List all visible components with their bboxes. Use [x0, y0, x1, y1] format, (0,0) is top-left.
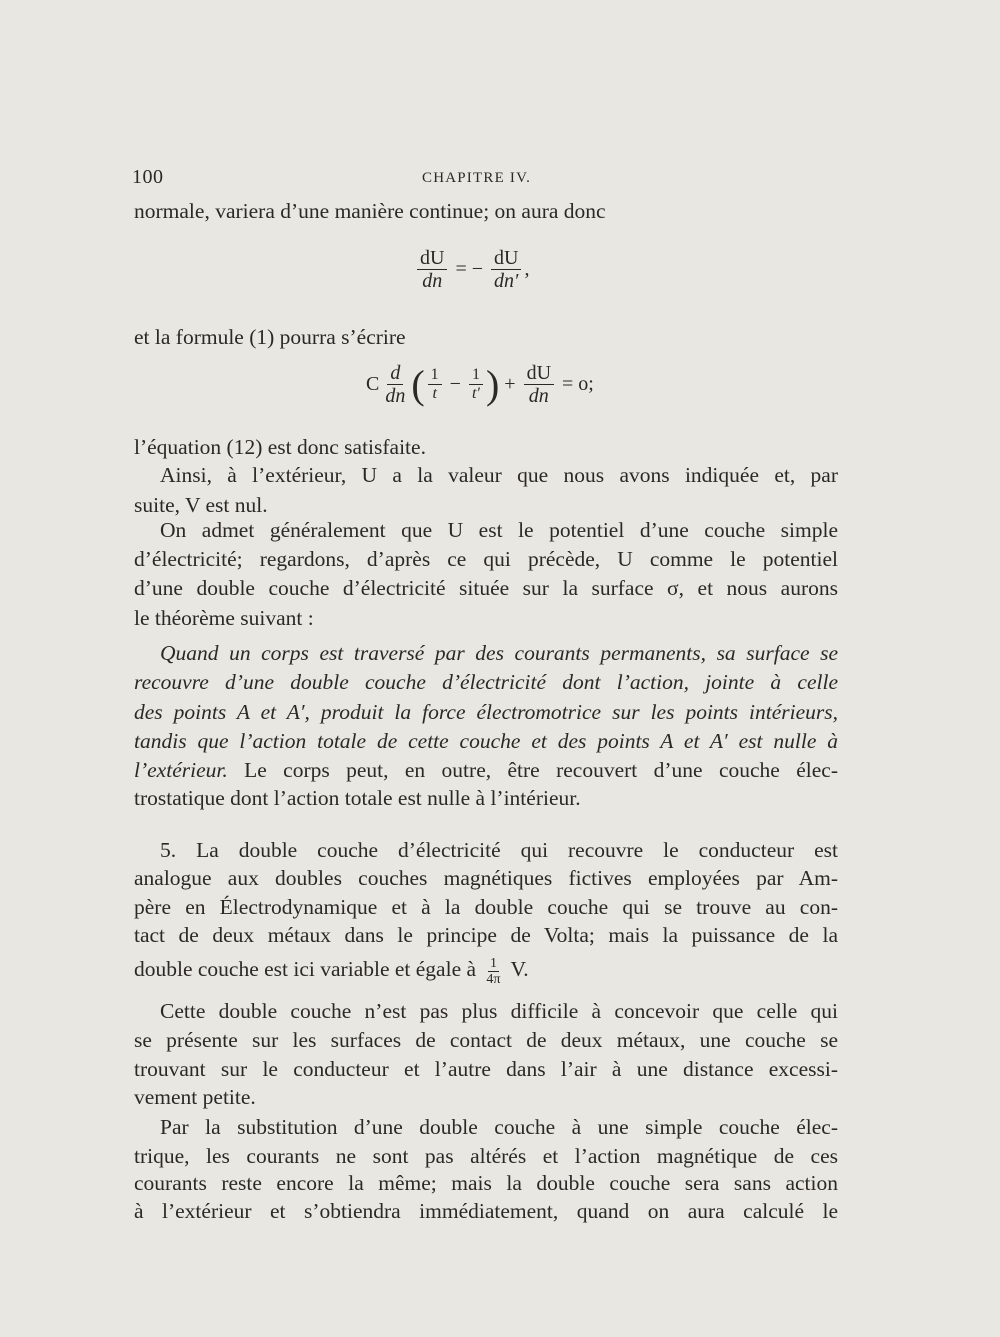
equation-2 — [366, 362, 599, 407]
inline-fraction — [484, 956, 502, 987]
left-paren: ( — [411, 361, 425, 407]
numerator: dU — [491, 247, 521, 270]
text-line — [134, 755, 838, 785]
theorem-line: Quand un corps est traversé par des courants permanents, sa surface se — [160, 641, 838, 665]
operator: + — [504, 373, 516, 395]
text-line: Par la substitution d’une double couche à une simple couche élec- — [160, 1115, 838, 1139]
text-line: et la formule (1) pourra s’écrire — [134, 325, 406, 349]
equation-end: = o; — [562, 373, 594, 395]
text-line: On admet généralement que U est le potentiel d’une couche simple — [160, 518, 838, 542]
text-span: double couche est ici variable et égale à — [134, 957, 482, 981]
numerator: dU — [524, 362, 554, 385]
text-line: d’électricité; regardons, d’après ce qui précède, U comme le potentiel — [134, 547, 838, 571]
operator: − — [449, 373, 461, 395]
page-number: 100 — [132, 166, 164, 188]
text-line: normale, variera d’une manière continue; on aura donc — [134, 199, 606, 223]
fraction — [491, 247, 521, 292]
numerator: 1 — [469, 366, 483, 385]
text-line: trostatique dont l’action totale est nulle à l’intérieur. — [134, 786, 581, 810]
theorem-line: des points A et A′, produit la force électromotrice sur les points intérieurs, — [134, 700, 838, 724]
punctuation: , — [524, 258, 530, 280]
text-span: Le corps peut, en outre, être recouvert d’une couche élec- — [227, 758, 838, 782]
text-line: d’une double couche d’électricité située sur la surface σ, et nous aurons — [134, 576, 838, 600]
text-span: V. — [505, 957, 529, 981]
running-head: CHAPITRE IV. — [422, 170, 532, 186]
right-paren: ) — [485, 361, 500, 407]
text-line: trouvant sur le conducteur et l’autre dans l’air à une distance excessi- — [134, 1057, 838, 1081]
fraction — [382, 362, 408, 407]
text-line: le théorème suivant : — [134, 606, 314, 630]
fraction — [417, 247, 447, 292]
numerator: 1 — [489, 955, 497, 971]
denominator: 4π — [486, 971, 501, 987]
text-line: Cette double couche n’est pas plus difficile à concevoir que celle qui — [160, 999, 838, 1023]
fraction — [524, 362, 554, 407]
fraction — [428, 366, 442, 403]
text-line: analogue aux doubles couches magnétiques fictives employées par Am- — [134, 866, 838, 890]
denominator: dn — [422, 270, 443, 292]
text-line: tact de deux métaux dans le principe de Volta; mais la puissance de la — [134, 923, 838, 947]
text-line: se présente sur les surfaces de contact de deux métaux, une couche se — [134, 1028, 838, 1052]
numerator: 1 — [428, 366, 442, 385]
theorem-end: l’extérieur. — [134, 758, 228, 782]
text-line — [134, 954, 838, 987]
section-start: 5. La double couche d’électricité qui recouvre le conducteur est — [160, 838, 838, 862]
numerator: d — [387, 362, 403, 385]
text-line: suite, V est nul. — [134, 493, 268, 517]
text-line: vement petite. — [134, 1085, 256, 1109]
theorem-line: tandis que l’action totale de cette couche et des points A et A′ est nulle à — [134, 729, 838, 753]
theorem-line: recouvre d’une double couche d’électricité dont l’action, jointe à celle — [134, 670, 838, 694]
text-line: l’équation (12) est donc satisfaite. — [134, 435, 426, 459]
denominator: dn — [385, 385, 406, 407]
equation-1 — [414, 247, 529, 292]
text-line: courants reste encore la même; mais la double couche sera sans action — [134, 1171, 838, 1195]
denominator: t′ — [471, 385, 480, 402]
text-line: Ainsi, à l’extérieur, U a la valeur que nous avons indiquée et, par — [160, 463, 838, 487]
text-line: trique, les courants ne sont pas altérés et l’action magnétique de ces — [134, 1144, 838, 1168]
denominator: dn — [528, 385, 549, 407]
fraction — [469, 366, 483, 403]
text-line: père en Électrodynamique et à la double couche qui se trouve au con- — [134, 895, 838, 919]
numerator: dU — [417, 247, 447, 270]
denominator: dn′ — [494, 270, 519, 292]
operator: = − — [455, 258, 484, 280]
constant: C — [366, 373, 380, 395]
denominator: t — [432, 385, 437, 402]
text-line: à l’extérieur et s’obtiendra immédiatement, quand on aura calculé le — [134, 1199, 838, 1223]
